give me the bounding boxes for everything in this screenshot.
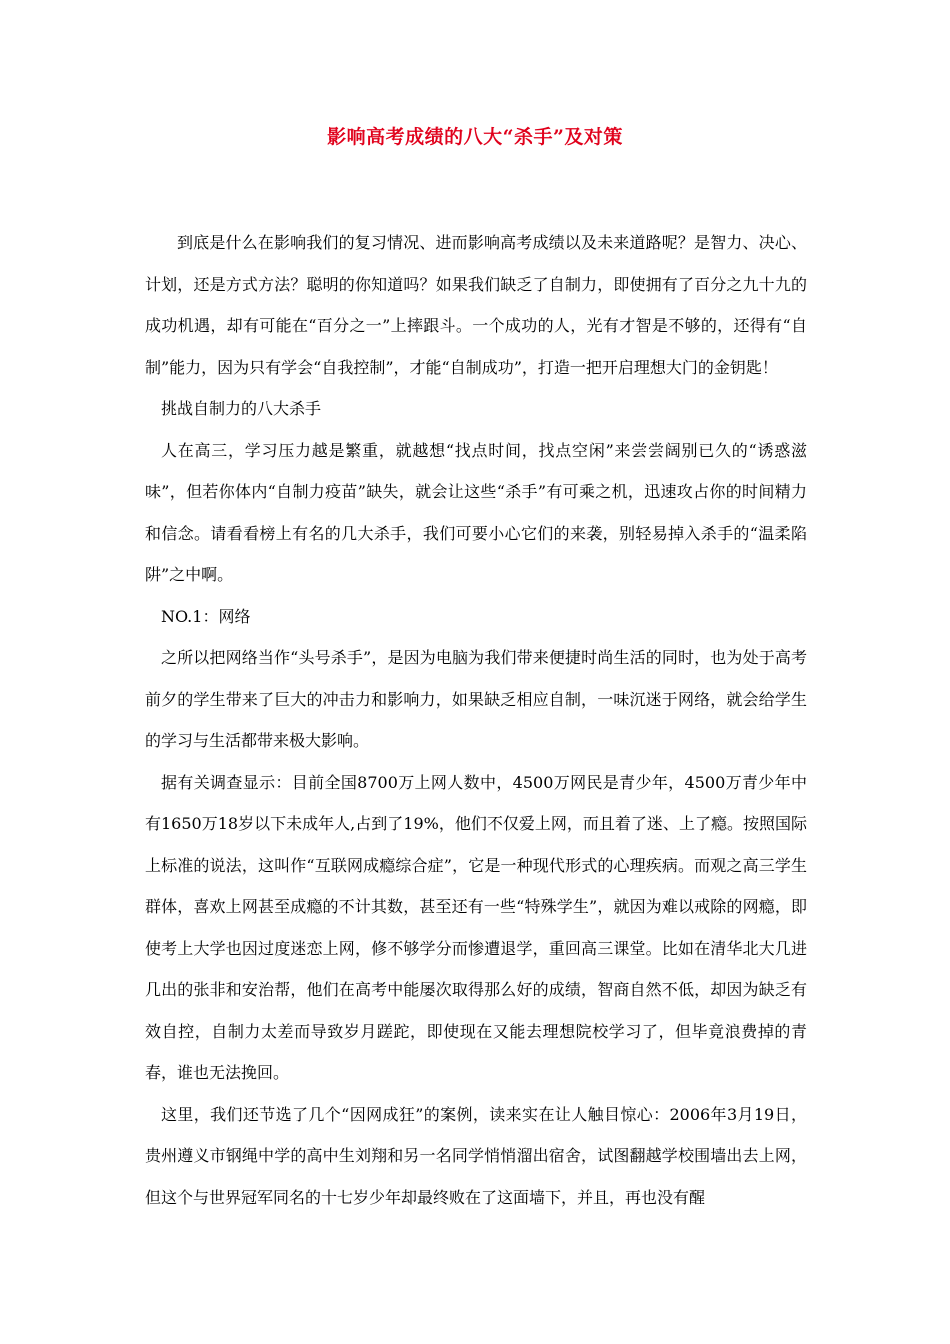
paragraph-intro: 到底是什么在影响我们的复习情况、进而影响高考成绩以及未来道路呢？是智力、决心、计划，还是方式方法？聪明的你知道吗？如果我们缺乏了自制力，即使拥有了百分之九十九的成功机遇，却有可能在“百分之一”上摔跟斗。一个成功的人，光有才智是不够的，还得有“自制”能力，因为只有学会“自我控制”，才能“自制成功”，打造一把开启理想大门的金钥匙！ bbox=[145, 233, 807, 377]
paragraph-cases: 这里，我们还节选了几个“因网成狂”的案例，读来实在让人触目惊心：2006年3月19日，贵州遵义市钢绳中学的高中生刘翔和另一名同学悄悄溜出宿舍，试图翻越学校围墙出去上网，但这个与世界冠军同名的十七岁少年却最终败在了这面墙下，并且，再也没有醒 bbox=[145, 1104, 807, 1207]
section-heading: 挑战自制力的八大杀手 bbox=[161, 399, 322, 418]
paragraph-internet: 之所以把网络当作“头号杀手”，是因为电脑为我们带来便捷时尚生活的同时，也为处于高考前夕的学生带来了巨大的冲击力和影响力，如果缺乏相应自制，一味沉迷于网络，就会给学生的学习与生活都带来极大影响。 bbox=[145, 648, 807, 750]
document-title: 影响高考成绩的八大“杀手”及对策 bbox=[327, 126, 623, 148]
document-body bbox=[145, 222, 807, 1218]
paragraph-pressure: 人在高三，学习压力越是繁重，就越想“找点时间，找点空闲”来尝尝阔别已久的“诱惑滋味”，但若你体内“自制力疫苗”缺失，就会让这些“杀手”有可乘之机，迅速攻占你的时间精力和信念。请看看榜上有名的几大杀手，我们可要小心它们的来袭，别轻易掉入杀手的“温柔陷阱”之中啊。 bbox=[145, 440, 807, 584]
paragraph-survey: 据有关调查显示：目前全国8700万上网人数中，4500万网民是青少年，4500万青少年中有1650万18岁以下未成年人,占到了19%，他们不仅爱上网，而且着了迷、上了瘾。按照国际上标准的说法，这叫作“互联网成瘾综合症”，它是一种现代形式的心理疾病。而观之高三学生群体，喜欢上网甚至成瘾的不计其数，甚至还有一些“特殊学生”，就因为难以戒除的网瘾，即使考上大学也因过度迷恋上网，修不够学分而惨遭退学，重回高三课堂。比如在清华北大几进几出的张非和安治帮，他们在高考中能屡次取得那么好的成绩，智商自然不低，却因为缺乏有效自控，自制力太差而导致岁月蹉跎，即使现在又能去理想院校学习了，但毕竟浪费掉的青春，谁也无法挽回。 bbox=[145, 772, 807, 1082]
subheading-no1: NO.1：网络 bbox=[161, 606, 251, 626]
